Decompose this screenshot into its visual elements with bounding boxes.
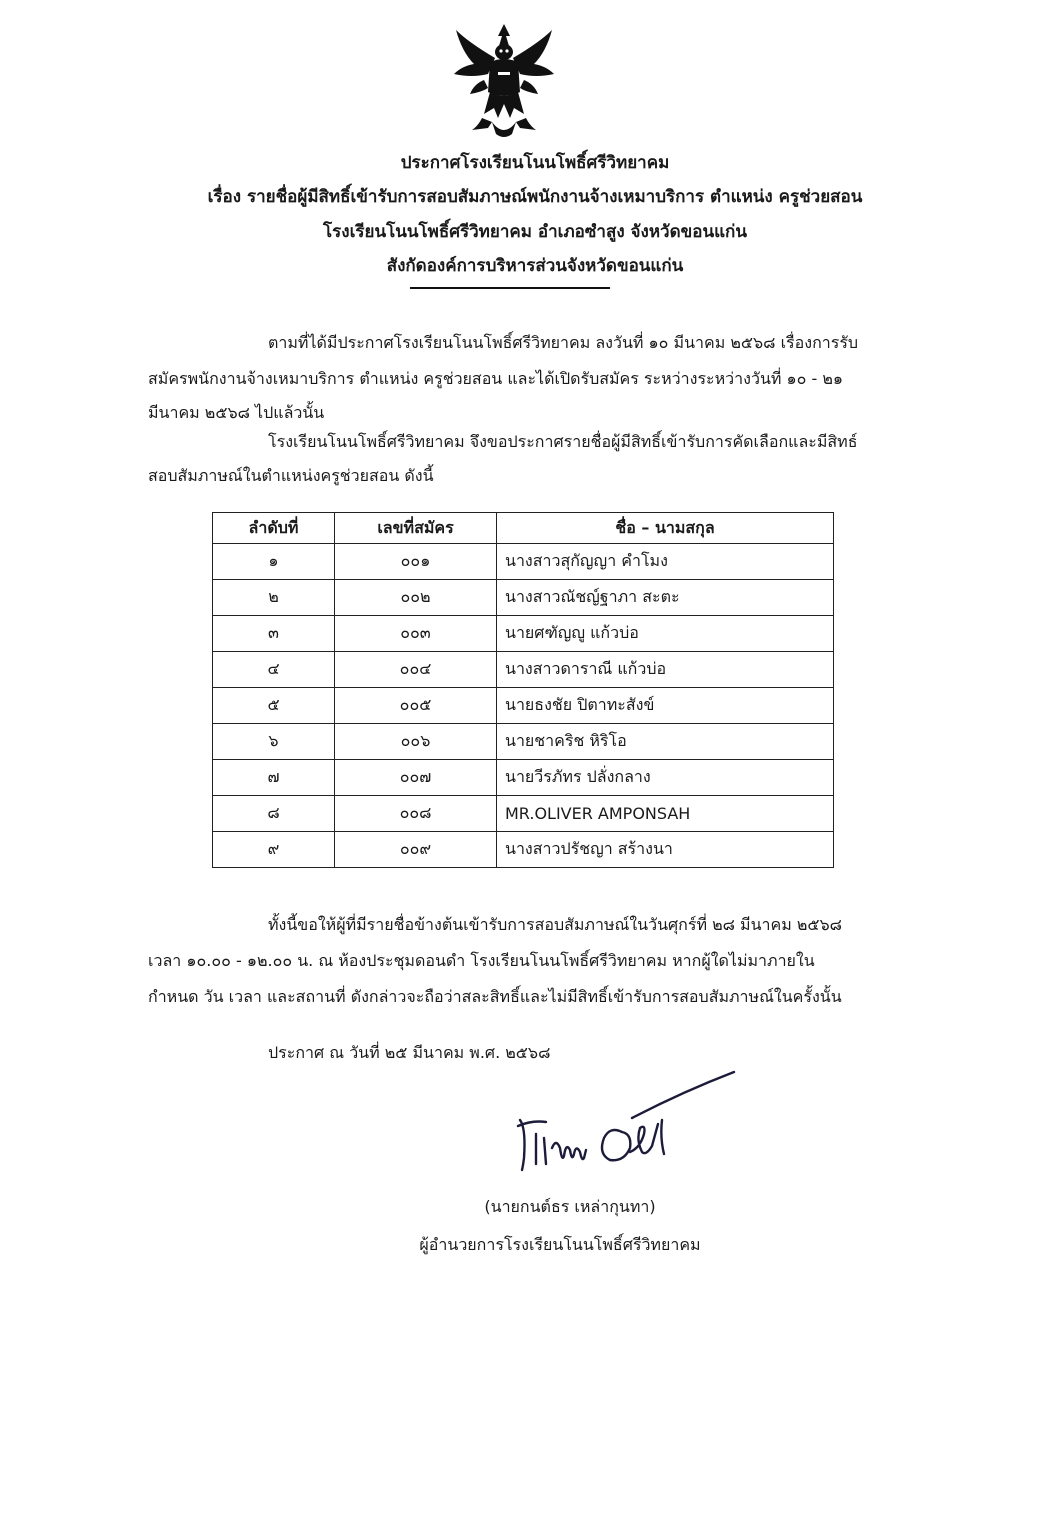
table-row bbox=[213, 580, 834, 616]
announcement-title: ประกาศโรงเรียนโนนโพธิ์ศรีวิทยาคม bbox=[400, 153, 670, 173]
order-cell: ๗ bbox=[213, 760, 335, 796]
order-cell: ๘ bbox=[213, 796, 335, 832]
column-header-application-number: เลขที่สมัคร bbox=[335, 513, 497, 544]
announcement-date: ประกาศ ณ วันที่ ๒๕ มีนาคม พ.ศ. ๒๕๖๘ bbox=[268, 1043, 551, 1062]
column-header-order: ลำดับที่ bbox=[213, 513, 335, 544]
application-number-cell: ๐๐๕ bbox=[335, 688, 497, 724]
order-cell: ๔ bbox=[213, 652, 335, 688]
order-cell: ๖ bbox=[213, 724, 335, 760]
order-cell: ๓ bbox=[213, 616, 335, 652]
order-cell: ๙ bbox=[213, 832, 335, 868]
handwritten-signature bbox=[512, 1068, 742, 1188]
signatory-name: (นายกนต์ธร เหล่ากุนทา) bbox=[484, 1197, 656, 1216]
full-name-cell: นายศฑัญญู แก้วบ่อ bbox=[497, 616, 834, 652]
order-cell: ๕ bbox=[213, 688, 335, 724]
application-number-cell: ๐๐๓ bbox=[335, 616, 497, 652]
application-number-cell: ๐๐๔ bbox=[335, 652, 497, 688]
table-row bbox=[213, 832, 834, 868]
order-cell: ๑ bbox=[213, 544, 335, 580]
table-row bbox=[213, 760, 834, 796]
table-row bbox=[213, 616, 834, 652]
garuda-emblem-icon bbox=[448, 22, 560, 142]
application-number-cell: ๐๐๘ bbox=[335, 796, 497, 832]
order-cell: ๒ bbox=[213, 580, 335, 616]
signatory-title: ผู้อำนวยการโรงเรียนโนนโพธิ์ศรีวิทยาคม bbox=[419, 1235, 701, 1254]
application-number-cell: ๐๐๙ bbox=[335, 832, 497, 868]
table-header-row bbox=[213, 513, 834, 544]
closing-paragraph-line: เวลา ๑๐.๐๐ - ๑๒.๐๐ น. ณ ห้องประชุมดอนดำ โรงเรียนโนนโพธิ์ศรีวิทยาคม หากผู้ใดไม่มาภายใน bbox=[148, 951, 815, 970]
application-number-cell: ๐๐๖ bbox=[335, 724, 497, 760]
intro-paragraph-line: ตามที่ได้มีประกาศโรงเรียนโนนโพธิ์ศรีวิทยาคม ลงวันที่ ๑๐ มีนาคม ๒๕๖๘ เรื่องการรับ bbox=[268, 333, 859, 352]
closing-paragraph-line: ทั้งนี้ขอให้ผู้ที่มีรายชื่อข้างต้นเข้ารับการสอบสัมภาษณ์ในวันศุกร์ที่ ๒๘ มีนาคม ๒๕๖๘ bbox=[268, 915, 843, 934]
full-name-cell: นายธงชัย ปิตาทะสังข์ bbox=[497, 688, 834, 724]
intro-paragraph-line: สมัครพนักงานจ้างเหมาบริการ ตำแหน่ง ครูช่วยสอน และได้เปิดรับสมัคร ระหว่างระหว่างวันที่ ๑๐ - ๒๑ bbox=[148, 369, 844, 388]
intro-paragraph-line: โรงเรียนโนนโพธิ์ศรีวิทยาคม จึงขอประกาศรายชื่อผู้มีสิทธิ์เข้ารับการคัดเลือกและมีสิทธ์ bbox=[268, 432, 858, 451]
title-divider bbox=[410, 287, 610, 289]
candidate-table bbox=[212, 512, 834, 868]
full-name-cell: นายชาคริช หิริโอ bbox=[497, 724, 834, 760]
full-name-cell: นางสาวสุกัญญา คำโมง bbox=[497, 544, 834, 580]
full-name-cell: นางสาวณัชญ์ฐาภา สะตะ bbox=[497, 580, 834, 616]
application-number-cell: ๐๐๗ bbox=[335, 760, 497, 796]
closing-paragraph-line: กำหนด วัน เวลา และสถานที่ ดังกล่าวจะถือว่าสละสิทธิ์และไม่มีสิทธิ์เข้ารับการสอบสัมภาษณ์ในครั้งนั้น bbox=[148, 987, 842, 1006]
table-row bbox=[213, 544, 834, 580]
full-name-cell: นางสาวดาราณี แก้วบ่อ bbox=[497, 652, 834, 688]
full-name-cell: MR.OLIVER AMPONSAH bbox=[497, 796, 834, 832]
table-row bbox=[213, 652, 834, 688]
table-row bbox=[213, 724, 834, 760]
application-number-cell: ๐๐๒ bbox=[335, 580, 497, 616]
full-name-cell: นางสาวปรัชญา สร้างนา bbox=[497, 832, 834, 868]
affiliation: สังกัดองค์การบริหารส่วนจังหวัดขอนแก่น bbox=[386, 256, 684, 276]
application-number-cell: ๐๐๑ bbox=[335, 544, 497, 580]
school-location: โรงเรียนโนนโพธิ์ศรีวิทยาคม อำเภอซำสูง จังหวัดขอนแก่น bbox=[323, 222, 747, 242]
announcement-subject: เรื่อง รายชื่อผู้มีสิทธิ์เข้ารับการสอบสัมภาษณ์พนักงานจ้างเหมาบริการ ตำแหน่ง ครูช่วยสอน bbox=[207, 187, 863, 207]
intro-paragraph-line: มีนาคม ๒๕๖๘ ไปแล้วนั้น bbox=[148, 403, 325, 422]
intro-paragraph-line: สอบสัมภาษณ์ในตำแหน่งครูช่วยสอน ดังนี้ bbox=[148, 466, 434, 485]
table-row bbox=[213, 688, 834, 724]
full-name-cell: นายวีรภัทร ปลั่งกลาง bbox=[497, 760, 834, 796]
table-row bbox=[213, 796, 834, 832]
column-header-full-name: ชื่อ – นามสกุล bbox=[497, 513, 834, 544]
